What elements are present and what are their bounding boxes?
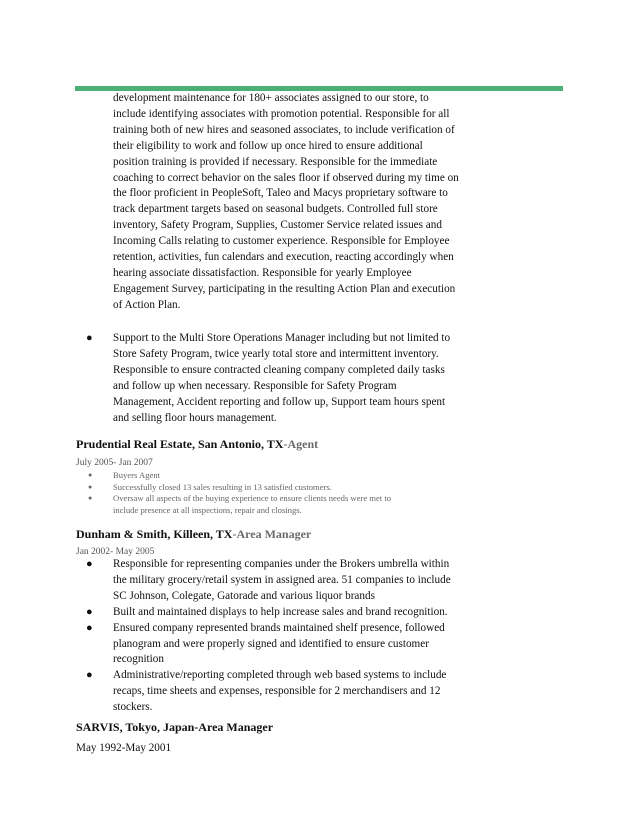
paragraph-line: include identifying associates with promotion potential. Responsible for all: [113, 107, 450, 120]
list-item: [86, 621, 486, 669]
list-item: [88, 470, 488, 482]
bullet-line: Management, Accident reporting and follow up, Support team hours spent: [113, 395, 446, 408]
bullet-line: Successfully closed 13 sales resulting in 13 satisfied customers.: [113, 481, 332, 492]
job-role: -Agent: [283, 437, 319, 451]
job-heading-prudential: [76, 437, 318, 452]
bullet-icon: ●: [86, 332, 93, 344]
bullet-icon: ●: [88, 494, 93, 503]
bullet-line: Store Safety Program, twice yearly total store and intermittent inventory.: [113, 347, 439, 360]
list-item: [88, 482, 488, 494]
support-bullet: [86, 331, 486, 426]
paragraph-line: hearing associate dissatisfaction. Responsible for yearly Employee: [113, 266, 412, 279]
job-dates: May 1992-May 2001: [76, 742, 172, 754]
paragraph-line: Engagement Survey, participating in the resulting Action Plan and execution: [113, 282, 456, 295]
bullet-line: Responsible to ensure contracted cleaning company completed daily tasks: [113, 363, 445, 376]
bullet-line: stockers.: [113, 701, 153, 714]
bullet-line: and selling floor hours management.: [113, 411, 277, 424]
paragraph-line: development maintenance for 180+ associates assigned to our store, to: [113, 92, 429, 104]
bullet-icon: ●: [88, 482, 93, 491]
bullet-line: planogram and were properly signed and identified to ensure customer: [113, 637, 429, 650]
paragraph-line: training both of new hires and seasoned associates, to include verification of: [113, 123, 455, 136]
list-item: [88, 493, 488, 516]
list-item: [86, 605, 486, 621]
paragraph-line: position training is provided if necessary. Responsible for the immediate: [113, 155, 438, 168]
bullet-line: recognition: [113, 653, 164, 666]
bullet-icon: ●: [86, 669, 93, 682]
bullet-icon: ●: [86, 621, 93, 634]
job-dates: Jan 2002- May 2005: [76, 547, 155, 557]
company-name: SARVIS, Tokyo, Japan-Area Manager: [76, 720, 274, 734]
company-name: Prudential Real Estate, San Antonio, TX: [76, 437, 284, 451]
bullet-line: include presence at all inspections, repair and closings.: [113, 505, 302, 516]
top-paragraph: [113, 91, 485, 314]
job-dates: July 2005- Jan 2007: [76, 458, 153, 468]
paragraph-line: their eligibility to work and follow up once hired to ensure additional: [113, 139, 423, 152]
paragraph-line: Incoming Calls relating to customer experience. Responsible for Employee: [113, 235, 450, 248]
job-role: -Area Manager: [232, 527, 312, 541]
list-item: [86, 557, 486, 605]
paragraph-line: the floor proficient in PeopleSoft, Taleo and Macys proprietary software to: [113, 187, 448, 200]
paragraph-line: track department targets based on seasonal budgets. Controlled full store: [113, 203, 438, 216]
bullet-line: Administrative/reporting completed through web based systems to include: [113, 669, 447, 682]
paragraph-line: coaching to correct behavior on the sales floor if observed during my time on: [113, 171, 459, 184]
bullet-line: Buyers Agent: [113, 470, 161, 480]
job-bullets-dunham-smith: [86, 557, 486, 716]
job-bullets-prudential: [88, 470, 488, 517]
job-heading-dunham-smith: [76, 527, 311, 542]
bullet-line: Built and maintained displays to help increase sales and brand recognition.: [113, 605, 448, 618]
company-name: Dunham & Smith, Killeen, TX: [76, 527, 233, 541]
bullet-line: and follow up when necessary. Responsible for Safety Program: [113, 379, 397, 392]
bullet-line: Support to the Multi Store Operations Manager including but not limited to: [113, 332, 451, 344]
paragraph-line: of Action Plan.: [113, 298, 181, 311]
paragraph-line: retention, activities, fun calendars and execution, reacting accordingly when: [113, 251, 454, 264]
bullet-line: SC Johnson, Colegate, Gatorade and various liquor brands: [113, 589, 375, 602]
bullet-icon: ●: [86, 558, 93, 570]
bullet-line: recaps, time sheets and expenses, responsible for 2 merchandisers and 12: [113, 685, 441, 698]
list-item: [86, 668, 486, 716]
bullet-line: Ensured company represented brands maintained shelf presence, followed: [113, 621, 445, 634]
bullet-line: the military grocery/retail system in assigned area. 51 companies to include: [113, 573, 451, 586]
bullet-icon: ●: [88, 471, 93, 479]
job-heading-sarvis: [76, 720, 273, 735]
bullet-line: Oversaw all aspects of the buying experience to ensure clients needs were met to: [113, 493, 392, 504]
paragraph-line: inventory, Safety Program, Supplies, Customer Service related issues and: [113, 219, 442, 232]
bullet-icon: ●: [86, 605, 93, 618]
bullet-line: Responsible for representing companies under the Brokers umbrella within: [113, 558, 450, 570]
